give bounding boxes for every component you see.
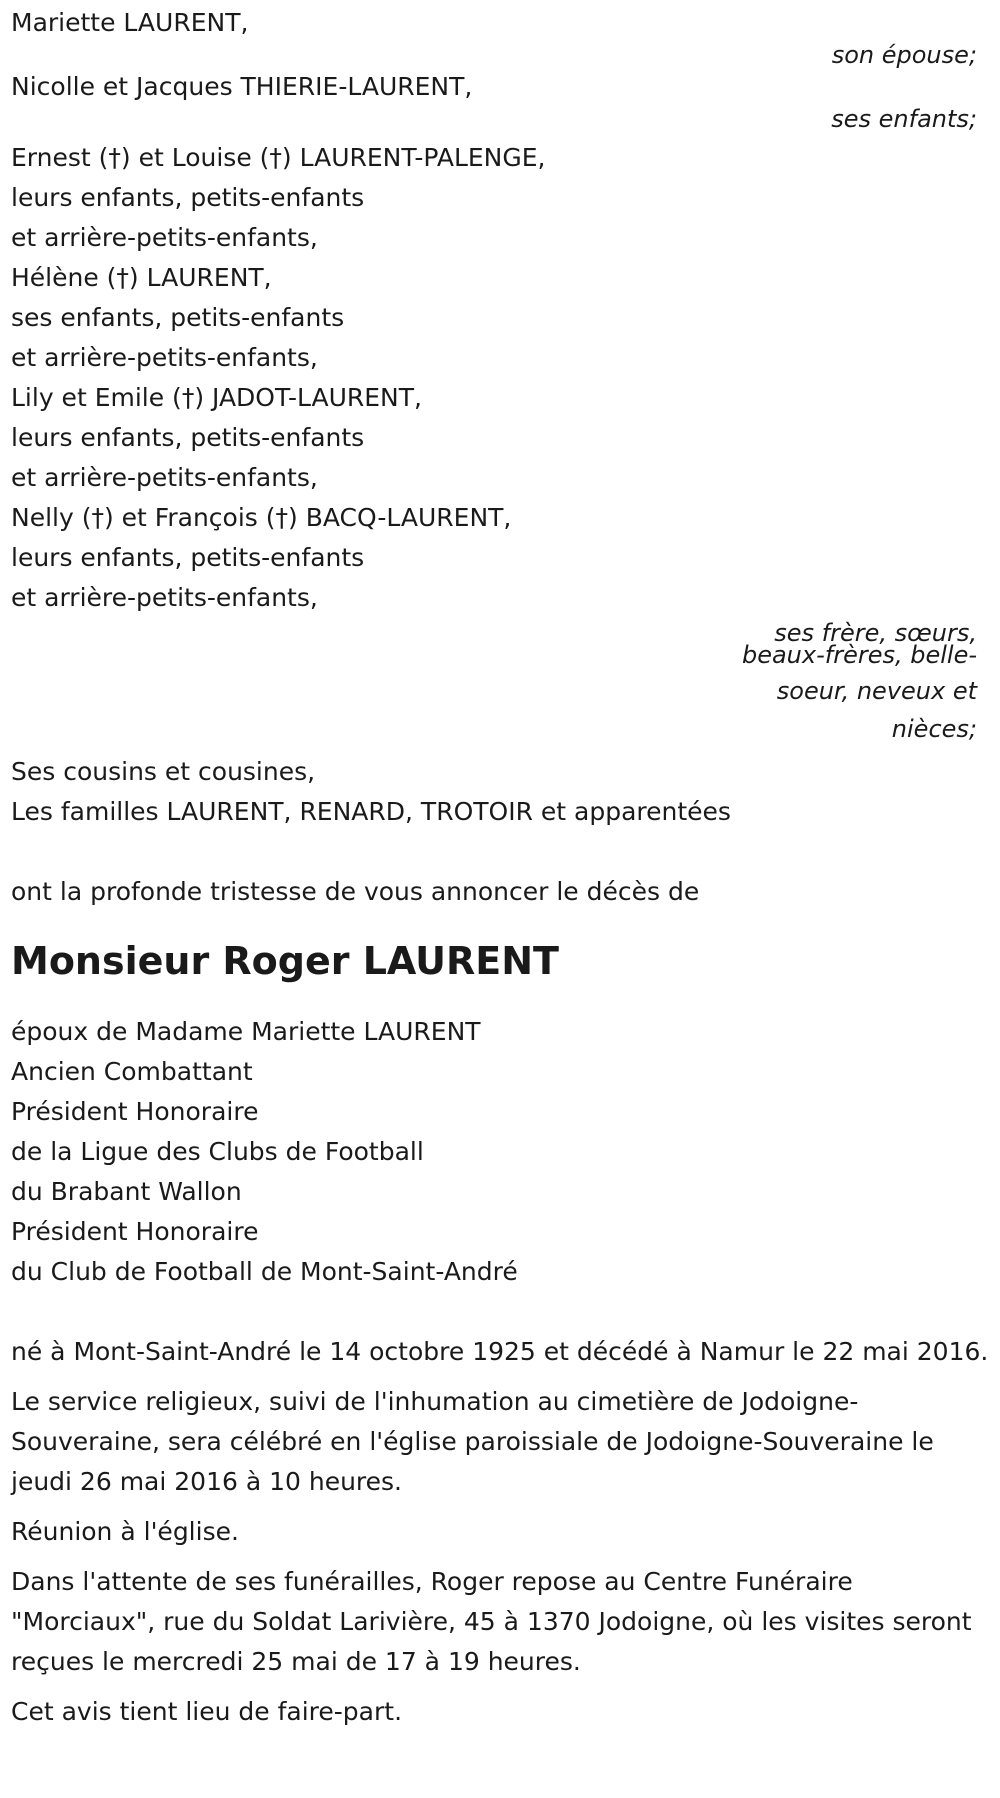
- children-role: ses enfants;: [831, 105, 977, 133]
- children-name: Nicolle et Jacques THIERIE-LAURENT,: [11, 72, 473, 101]
- sibling-line: ses enfants, petits-enfants: [11, 303, 345, 332]
- spouse-role: son épouse;: [831, 41, 977, 69]
- title-line: de la Ligue des Clubs de Football: [11, 1137, 424, 1166]
- sibling-line: et arrière-petits-enfants,: [11, 223, 318, 252]
- visits-paragraph: Dans l'attente de ses funérailles, Roger repose au Centre Funéraire "Morciaux", rue du Soldat Larivière, 45 à 1370 Jodoigne, où les visites seront reçues le mercredi 25 mai de 17 à 19 heures.: [11, 1567, 972, 1676]
- service-paragraph: Le service religieux, suivi de l'inhumation au cimetière de Jodoigne-Souveraine, sera célébré en l'église paroissiale de Jodoigne-Souveraine le jeudi 26 mai 2016 à 10 heures.: [11, 1387, 934, 1496]
- sibling-line: Ernest (†) et Louise (†) LAURENT-PALENGE,: [11, 143, 546, 172]
- siblings-role-line: soeur, neveux et: [776, 677, 977, 705]
- sibling-line: Hélène (†) LAURENT,: [11, 263, 272, 292]
- cousins: Ses cousins et cousines,: [11, 757, 316, 786]
- sibling-line: leurs enfants, petits-enfants: [11, 543, 365, 572]
- title-line: Ancien Combattant: [11, 1057, 253, 1086]
- title-line: Président Honoraire: [11, 1097, 259, 1126]
- sibling-line: leurs enfants, petits-enfants: [11, 423, 365, 452]
- sibling-line: Lily et Emile (†) JADOT-LAURENT,: [11, 383, 422, 412]
- sibling-line: et arrière-petits-enfants,: [11, 583, 318, 612]
- announcement: ont la profonde tristesse de vous annoncer le décès de: [11, 877, 700, 906]
- spouse-name: Mariette LAURENT,: [11, 8, 249, 37]
- families: Les familles LAURENT, RENARD, TROTOIR et apparentées: [11, 797, 731, 826]
- siblings-role-line: ses frère, sœurs,: [774, 619, 977, 647]
- notice-paragraph: Cet avis tient lieu de faire-part.: [11, 1697, 403, 1726]
- siblings-list: [11, 138, 989, 618]
- siblings-role-line: nièces;: [891, 715, 977, 743]
- title-line: du Brabant Wallon: [11, 1177, 242, 1206]
- title-line: époux de Madame Mariette LAURENT: [11, 1017, 481, 1046]
- siblings-role: [11, 619, 989, 746]
- sibling-line: et arrière-petits-enfants,: [11, 343, 318, 372]
- deceased-titles: [11, 1012, 989, 1292]
- meeting-paragraph: Réunion à l'église.: [11, 1517, 239, 1546]
- siblings-role-line: beaux-frères, belle-: [741, 641, 977, 669]
- deceased-name: Monsieur Roger LAURENT: [11, 939, 559, 983]
- title-line: Président Honoraire: [11, 1217, 259, 1246]
- birth-death-paragraph: né à Mont-Saint-André le 14 octobre 1925 et décédé à Namur le 22 mai 2016.: [11, 1337, 989, 1366]
- sibling-line: leurs enfants, petits-enfants: [11, 183, 365, 212]
- title-line: du Club de Football de Mont-Saint-André: [11, 1257, 518, 1286]
- sibling-line: et arrière-petits-enfants,: [11, 463, 318, 492]
- sibling-line: Nelly (†) et François (†) BACQ-LAURENT,: [11, 503, 512, 532]
